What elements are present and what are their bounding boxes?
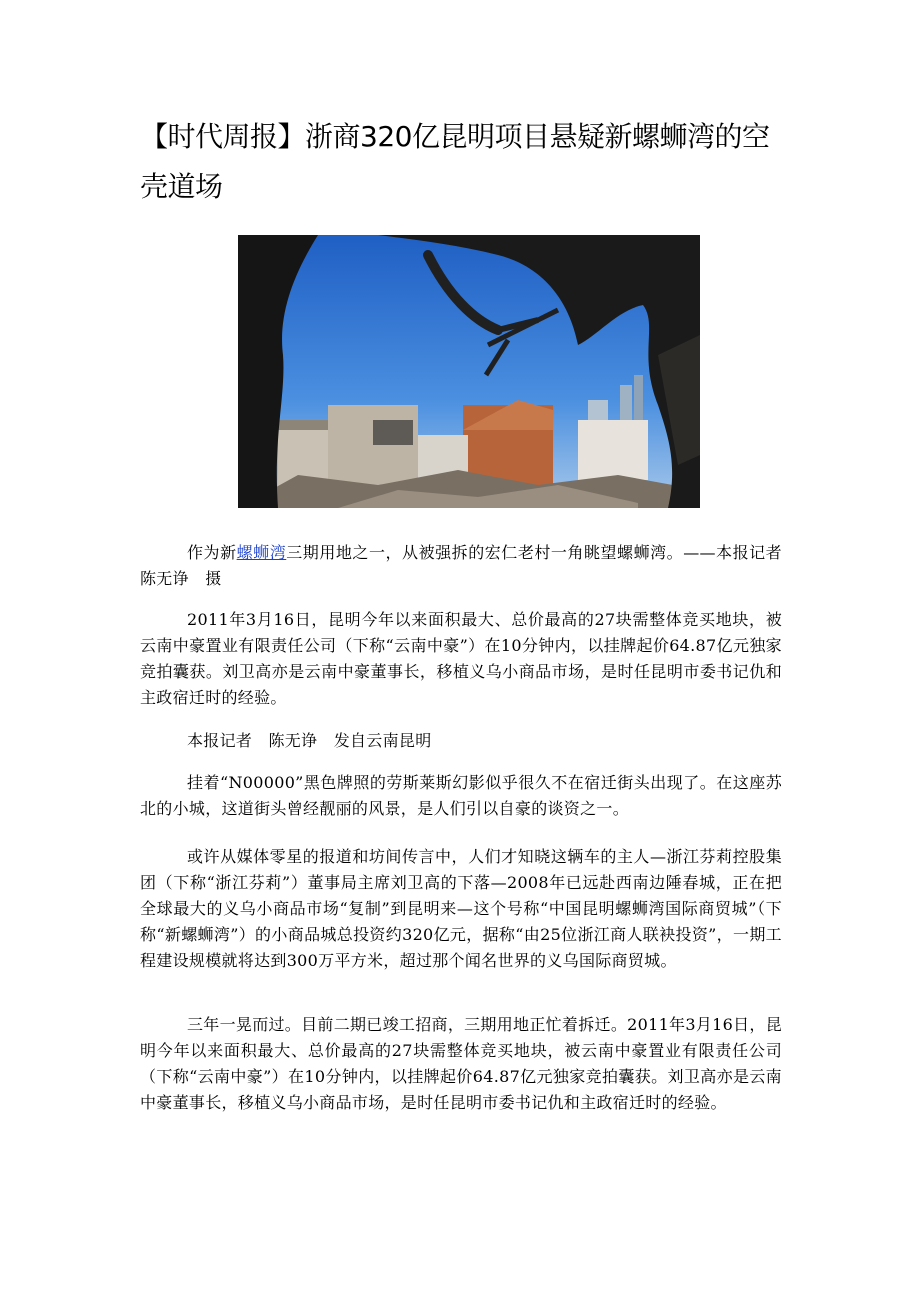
- image-caption: [140, 540, 799, 592]
- byline: 本报记者 陈无诤 发自云南昆明: [187, 731, 432, 750]
- paragraph-2: 挂着“N00000”黑色牌照的劳斯莱斯幻影似乎很久不在宿迁街头出现了。在这座苏北的小城，这道街头曾经靓丽的风景，是人们引以自豪的谈资之一。: [140, 773, 782, 818]
- paragraph-3: 或许从媒体零星的报道和坊间传言中，人们才知晓这辆车的主人—浙江芬莉控股集团（下称“浙江芬莉”）董事局主席刘卫高的下落—2008年已远赴西南边陲春城，正在把全球最大的义乌小商品市场“复制”到昆明来—这个号称“中国昆明螺蛳湾国际商贸城”（下称“新螺蛳湾”）的小商品城总投资约320亿元，据称“由25位浙江商人联袂投资”，一期工程建设规模就将达到300万平方米，超过那个闻名世界的义乌国际商贸城。: [140, 847, 782, 970]
- article-photo: [238, 235, 700, 508]
- paragraph-1: 2011年3月16日，昆明今年以来面积最大、总价最高的27块需整体竞买地块，被云南中豪置业有限责任公司（下称“云南中豪”）在10分钟内，以挂牌起价64.87亿元独家竞拍囊获。刘卫高亦是云南中豪董事长，移植义乌小商品市场，是时任昆明市委书记仇和主政宿迁时的经验。: [140, 610, 782, 707]
- caption-prefix: 作为新: [187, 543, 237, 562]
- caption-suffix: 三期用地之一，从被强拆的宏仁老村一角眺望螺蛳湾。——本报记者 陈无诤 摄: [140, 543, 799, 588]
- caption-link-luoshiwan[interactable]: 螺蛳湾: [236, 543, 287, 562]
- article-title: 【时代周报】浙商320亿昆明项目悬疑新螺蛳湾的空壳道场: [140, 120, 770, 203]
- paragraph-4: 三年一晃而过。目前二期已竣工招商，三期用地正忙着拆迁。2011年3月16日，昆明今年以来面积最大、总价最高的27块需整体竞买地块，被云南中豪置业有限责任公司（下称“云南中豪”）在10分钟内，以挂牌起价64.87亿元独家竞拍囊获。刘卫高亦是云南中豪董事长，移植义乌小商品市场，是时任昆明市委书记仇和主政宿迁时的经验。: [140, 1015, 782, 1112]
